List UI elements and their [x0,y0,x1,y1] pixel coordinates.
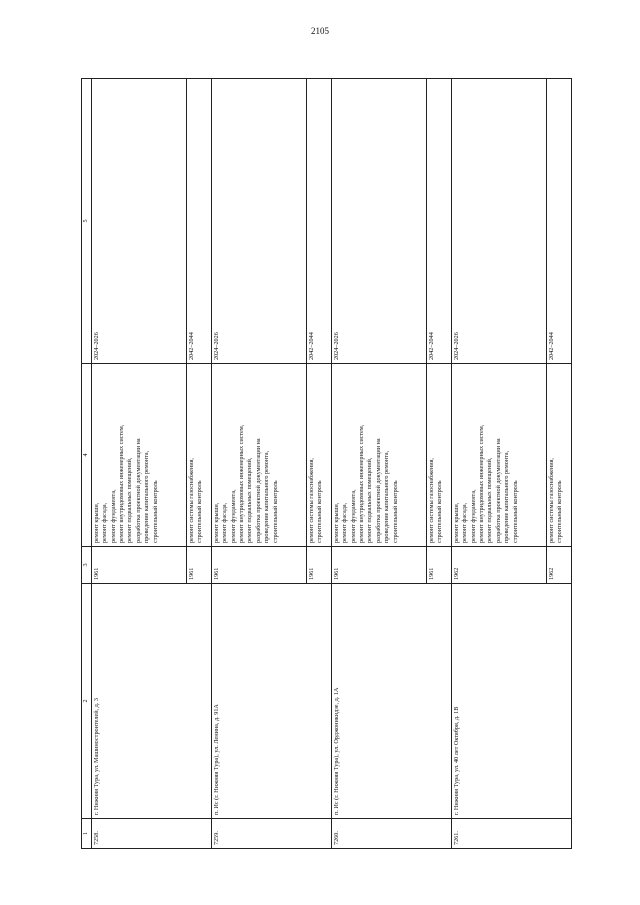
work-item: ремонт фасада, [341,502,349,543]
record-period: 2024–2026 [452,79,547,364]
work-item: проведение капитального ремонта, [503,450,511,543]
header-col-4: 4 [82,364,92,547]
record-works [212,364,307,547]
record-year: 1961 [92,547,187,584]
work-item: ремонт системы газоснабжения, [308,458,315,543]
work-item: строительный контроль [196,480,204,543]
record-period: 2042–2044 [307,79,332,364]
work-item: строительный контроль [271,480,279,543]
record-period: 2042–2044 [427,79,452,364]
work-item: ремонт крыши, [93,502,100,543]
work-item: ремонт фасада, [221,502,229,543]
table-row [92,79,187,849]
work-item: строительный контроль [391,480,399,543]
record-period: 2042–2044 [547,79,572,364]
table-body [92,79,572,849]
work-item: проведение капитального ремонта, [263,450,271,543]
record-number: 7258. [92,819,212,849]
work-item: ремонт фасада, [461,502,469,543]
record-works [332,364,427,547]
work-item: строительный контроль [556,480,564,543]
record-year: 1962 [547,547,572,584]
record-address: п. Ис (г. Нижняя Тура), ул. Орджоникидзе, д. 1А [332,584,452,819]
header-col-1: 1 [82,819,92,849]
record-works [427,364,452,547]
work-item: ремонт подвальных помещений, [246,457,254,543]
work-item: ремонт крыши, [213,502,220,543]
work-item: ремонт подвальных помещений, [486,457,494,543]
work-item: ремонт подвальных помещений, [366,457,374,543]
repair-schedule-table [81,78,572,849]
work-item: ремонт внутридомовых инженерных систем, [118,424,126,543]
work-item: разработка проектной документации на [254,438,262,543]
work-item: ремонт фундамента, [109,489,117,543]
work-item: строительный контроль [316,480,324,543]
header-row [82,79,92,849]
work-item: ремонт подвальных помещений, [126,457,134,543]
record-number: 7260. [332,819,452,849]
record-number: 7259. [212,819,332,849]
work-item: строительный контроль [151,480,159,543]
work-item: разработка проектной документации на [134,438,142,543]
work-item: ремонт внутридомовых инженерных систем, [358,424,366,543]
page-number: 2105 [311,26,329,36]
record-works [92,364,187,547]
record-year: 1961 [427,547,452,584]
work-item: строительный контроль [511,480,519,543]
work-item: проведение капитального ремонта, [143,450,151,543]
record-year: 1961 [332,547,427,584]
work-item: разработка проектной документации на [494,438,502,543]
work-item: разработка проектной документации на [374,438,382,543]
work-item: ремонт крыши, [333,502,340,543]
record-period: 2024–2026 [212,79,307,364]
table-row [452,79,547,849]
header-col-3: 3 [82,547,92,584]
record-year: 1961 [212,547,307,584]
table-row [212,79,307,849]
record-works [187,364,212,547]
work-item: ремонт системы газоснабжения, [188,458,195,543]
record-number: 7261. [452,819,572,849]
work-item: ремонт фундамента, [349,489,357,543]
work-item: ремонт фасада, [101,502,109,543]
work-item: ремонт крыши, [453,502,460,543]
rotated-table-wrapper [81,79,601,849]
record-address: г. Нижняя Тура, ул. Машиностроителей, д. 3 [92,584,212,819]
record-period: 2024–2026 [332,79,427,364]
record-period: 2042–2044 [187,79,212,364]
work-item: ремонт внутридомовых инженерных систем, [238,424,246,543]
work-item: ремонт фундамента, [229,489,237,543]
work-item: ремонт системы газоснабжения, [428,458,435,543]
record-address: п. Ис (г. Нижняя Тура), ул. Ленина, д. 91А [212,584,332,819]
header-col-2: 2 [82,584,92,819]
header-col-5: 5 [82,79,92,364]
record-works [547,364,572,547]
table-row [332,79,427,849]
record-year: 1961 [307,547,332,584]
record-period: 2024–2026 [92,79,187,364]
record-works [307,364,332,547]
record-year: 1961 [187,547,212,584]
record-year: 1962 [452,547,547,584]
record-works [452,364,547,547]
record-address: г. Нижняя Тура, ул. 40 лет Октября, д. 1В [452,584,572,819]
work-item: проведение капитального ремонта, [383,450,391,543]
work-item: строительный контроль [436,480,444,543]
work-item: ремонт внутридомовых инженерных систем, [478,424,486,543]
work-item: ремонт системы газоснабжения, [548,458,555,543]
work-item: ремонт фундамента, [469,489,477,543]
